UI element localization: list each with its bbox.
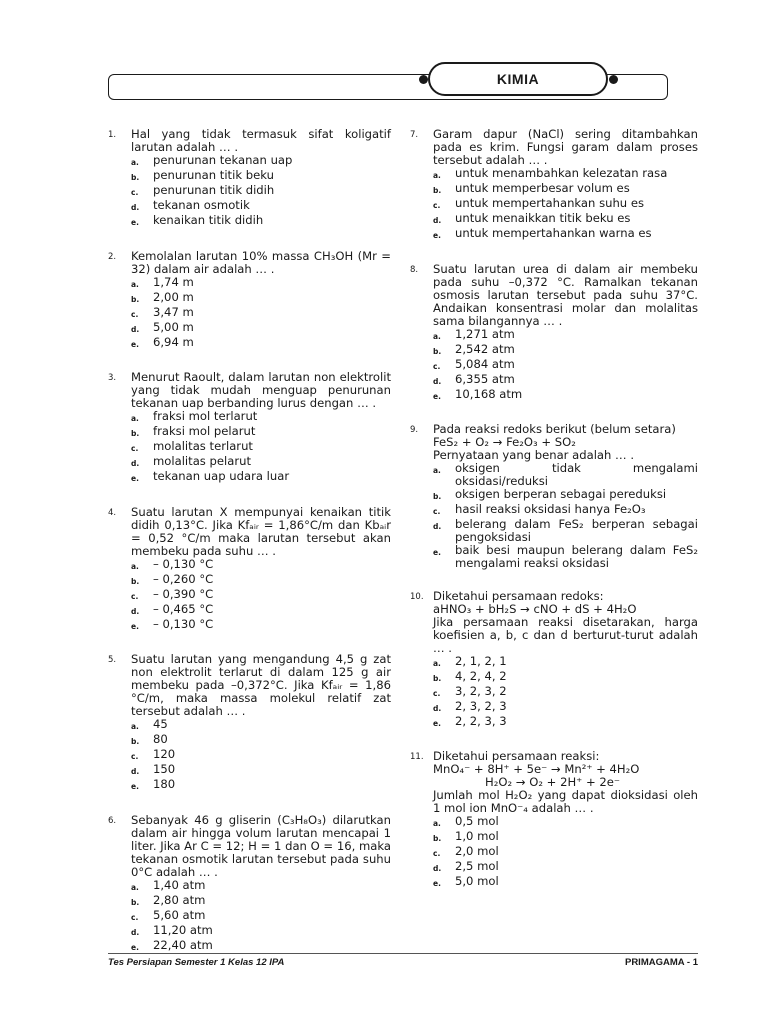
question-stem: Pernyataan yang benar adalah … . [433, 448, 635, 462]
option-text: 1,271 atm [455, 327, 515, 341]
answer-option [131, 924, 391, 939]
option-letter: c. [433, 689, 441, 698]
option-letter: b. [433, 834, 442, 843]
option-letter: e. [131, 340, 139, 349]
answer-option [433, 503, 698, 518]
question-body [433, 423, 698, 570]
option-text: 1,74 m [153, 275, 194, 289]
option-text: 80 [153, 732, 168, 746]
question-4 [108, 506, 391, 633]
option-text: – 0,130 °C [153, 617, 214, 631]
subject-title: KIMIA [428, 62, 608, 96]
answer-option [433, 518, 698, 544]
option-text: 10,168 atm [455, 387, 523, 401]
answer-option [131, 321, 391, 336]
answer-option [433, 544, 698, 570]
option-text: hasil reaksi oksidasi hanya Fe₂O₃ [455, 502, 646, 516]
option-text: – 0,390 °C [153, 587, 214, 601]
option-list [433, 815, 698, 890]
option-text: 2, 3, 2, 3 [455, 699, 507, 713]
question-body [433, 590, 698, 730]
option-letter: c. [433, 201, 441, 210]
option-text: untuk menambahkan kelezatan rasa [455, 166, 668, 180]
answer-option [433, 655, 698, 670]
option-list [131, 718, 391, 793]
option-letter: d. [131, 325, 140, 334]
option-letter: e. [131, 943, 139, 952]
option-text: 5,60 atm [153, 908, 206, 922]
option-letter: e. [433, 719, 441, 728]
option-letter: a. [131, 414, 139, 423]
answer-option [433, 715, 698, 730]
answer-option [433, 875, 698, 890]
option-letter: a. [131, 562, 139, 571]
option-text: 1,0 mol [455, 829, 499, 843]
option-list [131, 154, 391, 229]
question-stem: MnO₄⁻ + 8H⁺ + 5e⁻ → Mn²⁺ + 4H₂O [433, 762, 640, 776]
option-letter: a. [433, 171, 441, 180]
question-body [433, 263, 698, 403]
question-stem: Diketahui persamaan redoks: [433, 589, 604, 603]
option-letter: a. [433, 659, 441, 668]
option-letter: b. [433, 186, 442, 195]
option-list [131, 558, 391, 633]
question-7 [410, 128, 698, 242]
answer-option [131, 558, 391, 573]
left-column [108, 128, 391, 954]
answer-option [131, 733, 391, 748]
answer-option [433, 328, 698, 343]
question-stem: FeS₂ + O₂ → Fe₂O₃ + SO₂ [433, 435, 576, 449]
option-text: molalitas terlarut [153, 439, 253, 453]
option-list [131, 276, 391, 351]
option-text: kenaikan titik didih [153, 213, 264, 227]
option-text: 3, 2, 3, 2 [455, 684, 507, 698]
option-list [433, 167, 698, 242]
answer-option [433, 197, 698, 212]
option-letter: d. [131, 459, 140, 468]
answer-option [131, 425, 391, 440]
answer-option [131, 184, 391, 199]
option-letter: e. [433, 879, 441, 888]
option-text: penurunan titik beku [153, 168, 274, 182]
option-letter: e. [131, 474, 139, 483]
question-body [131, 653, 391, 793]
question-number: 2. [108, 252, 117, 262]
option-letter: b. [131, 898, 140, 907]
option-text: tekanan osmotik [153, 198, 250, 212]
option-letter: c. [131, 913, 139, 922]
question-stem: Suatu larutan X mempunyai kenaikan titik didih 0,13°C. Jika Kfₐᵢᵣ = 1,86°C/m dan Kbₐᵢr = 0,52 °C/m maka larutan tersebut akan membeku pada suhu … . [131, 505, 391, 558]
question-number: 6. [108, 816, 117, 826]
question-8 [410, 263, 698, 403]
option-text: oksigen berperan sebagai pereduksi [455, 487, 667, 501]
option-letter: e. [433, 548, 441, 557]
option-text: untuk menaikkan titik beku es [455, 211, 631, 225]
footer-divider [108, 953, 698, 954]
question-number: 4. [108, 508, 117, 518]
question-number: 10. [410, 592, 424, 602]
option-letter: c. [131, 592, 139, 601]
right-column [410, 128, 698, 890]
option-list [131, 879, 391, 954]
question-stem: Menurut Raoult, dalam larutan non elektrolit yang tidak mudah menguap penurunan tekanan uap berbanding lurus dengan … . [131, 370, 391, 410]
option-text: untuk mempertahankan warna es [455, 226, 652, 240]
answer-option [131, 199, 391, 214]
option-text: 0,5 mol [455, 814, 499, 828]
question-stem: Pada reaksi redoks berikut (belum setara) [433, 422, 676, 436]
question-10 [410, 590, 698, 730]
answer-option [131, 455, 391, 470]
answer-option [131, 154, 391, 169]
option-letter: d. [433, 216, 442, 225]
option-text: 45 [153, 717, 168, 731]
option-letter: c. [131, 444, 139, 453]
answer-option [131, 470, 391, 485]
option-letter: a. [131, 883, 139, 892]
answer-option [131, 291, 391, 306]
question-body [433, 128, 698, 242]
option-letter: a. [131, 722, 139, 731]
page-header [108, 62, 668, 106]
option-letter: c. [433, 507, 441, 516]
option-letter: a. [433, 466, 441, 475]
question-stem: Kemolalan larutan 10% massa CH₃OH (Mr = 32) dalam air adalah … . [131, 249, 391, 276]
option-letter: c. [131, 752, 139, 761]
option-letter: b. [433, 347, 442, 356]
answer-option [433, 845, 698, 860]
question-number: 3. [108, 373, 117, 383]
answer-option [131, 336, 391, 351]
option-text: 3,47 m [153, 305, 194, 319]
answer-option [433, 670, 698, 685]
answer-option [131, 909, 391, 924]
option-list [131, 410, 391, 485]
answer-option [131, 214, 391, 229]
question-stem: Diketahui persamaan reaksi: [433, 749, 600, 763]
answer-option [131, 603, 391, 618]
answer-option [433, 373, 698, 388]
option-text: 6,355 atm [455, 372, 515, 386]
option-text: 22,40 atm [153, 938, 213, 952]
question-number: 5. [108, 655, 117, 665]
option-text: oksigen tidak mengalami oksidasi/reduksi [455, 461, 698, 488]
question-stem: Suatu larutan urea di dalam air membeku pada suhu –0,372 °C. Ramalkan tekanan osmosis larutan tersebut pada suhu 37°C. Andaikan konsentrasi molar dan molalitas sama bilangannya … . [433, 262, 698, 328]
question-body [131, 250, 391, 351]
option-letter: b. [131, 737, 140, 746]
option-letter: c. [131, 310, 139, 319]
answer-option [131, 718, 391, 733]
option-text: 120 [153, 747, 176, 761]
question-stem: Jika persamaan reaksi disetarakan, harga koefisien a, b, c dan d berturut-turut adalah … . [433, 615, 698, 655]
question-number: 8. [410, 265, 419, 275]
answer-option [433, 212, 698, 227]
option-text: tekanan uap udara luar [153, 469, 290, 483]
answer-option [433, 182, 698, 197]
answer-option [433, 700, 698, 715]
answer-option [131, 588, 391, 603]
question-stem: Garam dapur (NaCl) sering ditambahkan pada es krim. Fungsi garam dalam proses tersebut adalah … . [433, 127, 698, 167]
option-text: 4, 2, 4, 2 [455, 669, 507, 683]
option-letter: d. [433, 377, 442, 386]
answer-option [433, 462, 698, 488]
question-3 [108, 371, 391, 485]
question-stem: Sebanyak 46 g gliserin (C₃H₈O₃) dilarutkan dalam air hingga volum larutan mencapai 1 liter. Jika Ar C = 12; H = 1 dan O = 16, maka tekanan osmotik larutan tersebut pada suhu 0°C adalah … . [131, 813, 391, 879]
option-list [433, 655, 698, 730]
option-letter: b. [131, 295, 140, 304]
option-text: 2,80 atm [153, 893, 206, 907]
question-body [131, 814, 391, 954]
answer-option [131, 573, 391, 588]
question-stem: Hal yang tidak termasuk sifat koligatif larutan adalah … . [131, 127, 391, 154]
question-stem: aHNO₃ + bH₂S → cNO + dS + 4H₂O [433, 602, 637, 616]
answer-option [433, 830, 698, 845]
answer-option [131, 748, 391, 763]
question-stem: H₂O₂ → O₂ + 2H⁺ + 2e⁻ [485, 775, 621, 789]
header-dot-right [609, 75, 618, 84]
option-letter: a. [131, 158, 139, 167]
header-dot-left [419, 75, 428, 84]
question-1 [108, 128, 391, 229]
option-letter: e. [131, 218, 139, 227]
answer-option [433, 227, 698, 242]
option-letter: b. [433, 674, 442, 683]
footer-left: Tes Persiapan Semester 1 Kelas 12 IPA [108, 957, 285, 968]
option-text: 5,0 mol [455, 874, 499, 888]
option-text: 2,00 m [153, 290, 194, 304]
option-text: fraksi mol terlarut [153, 409, 258, 423]
question-6 [108, 814, 391, 954]
option-list [433, 328, 698, 403]
option-text: penurunan titik didih [153, 183, 275, 197]
option-letter: a. [433, 819, 441, 828]
option-letter: b. [131, 173, 140, 182]
option-letter: c. [131, 188, 139, 197]
answer-option [433, 815, 698, 830]
question-9 [410, 423, 698, 570]
question-number: 7. [410, 130, 419, 140]
answer-option [131, 894, 391, 909]
answer-option [131, 618, 391, 633]
option-text: fraksi mol pelarut [153, 424, 256, 438]
question-number: 11. [410, 752, 424, 762]
option-text: 180 [153, 777, 176, 791]
answer-option [131, 939, 391, 954]
question-stem: Suatu larutan yang mengandung 4,5 g zat non elektrolit terlarut di dalam 125 g air membeku pada –0,372°C. Jika Kfₐᵢᵣ = 1,86 °C/m, maka massa molekul relatif zat tersebut adalah … . [131, 652, 391, 718]
question-body [433, 750, 698, 890]
option-text: 2,5 mol [455, 859, 499, 873]
question-11 [410, 750, 698, 890]
answer-option [433, 685, 698, 700]
option-text: 150 [153, 762, 176, 776]
question-5 [108, 653, 391, 793]
answer-option [131, 169, 391, 184]
option-text: 2,0 mol [455, 844, 499, 858]
option-text: – 0,130 °C [153, 557, 214, 571]
option-text: molalitas pelarut [153, 454, 252, 468]
answer-option [433, 167, 698, 182]
option-letter: d. [433, 522, 442, 531]
answer-option [131, 879, 391, 894]
answer-option [131, 778, 391, 793]
option-letter: d. [433, 864, 442, 873]
option-text: 1,40 atm [153, 878, 206, 892]
option-text: 5,084 atm [455, 357, 515, 371]
option-text: untuk memperbesar volum es [455, 181, 630, 195]
option-text: 5,00 m [153, 320, 194, 334]
question-number: 9. [410, 425, 419, 435]
option-letter: e. [433, 231, 441, 240]
question-number: 1. [108, 130, 117, 140]
question-body [131, 371, 391, 485]
option-text: 6,94 m [153, 335, 194, 349]
option-text: baik besi maupun belerang dalam FeS₂ mengalami reaksi oksidasi [455, 543, 698, 570]
option-letter: e. [433, 392, 441, 401]
option-text: 11,20 atm [153, 923, 213, 937]
answer-option [131, 410, 391, 425]
question-body [131, 506, 391, 633]
option-letter: e. [131, 622, 139, 631]
option-letter: d. [433, 704, 442, 713]
answer-option [433, 488, 698, 503]
option-letter: d. [131, 767, 140, 776]
option-letter: a. [131, 280, 139, 289]
option-text: 2,542 atm [455, 342, 515, 356]
option-letter: d. [131, 203, 140, 212]
option-text: untuk mempertahankan suhu es [455, 196, 645, 210]
option-letter: c. [433, 362, 441, 371]
option-letter: b. [131, 577, 140, 586]
answer-option [433, 388, 698, 403]
answer-option [131, 306, 391, 321]
option-letter: e. [131, 782, 139, 791]
option-list [433, 462, 698, 570]
answer-option [131, 276, 391, 291]
option-text: 2, 2, 3, 3 [455, 714, 507, 728]
answer-option [131, 440, 391, 455]
footer-right: PRIMAGAMA - 1 [624, 957, 698, 968]
answer-option [433, 860, 698, 875]
option-text: belerang dalam FeS₂ berperan sebagai pengoksidasi [455, 517, 698, 544]
answer-option [131, 763, 391, 778]
question-2 [108, 250, 391, 351]
option-letter: d. [131, 928, 140, 937]
answer-option [433, 343, 698, 358]
question-stem: Jumlah mol H₂O₂ yang dapat dioksidasi oleh 1 mol ion MnO⁻₄ adalah … . [433, 788, 698, 815]
option-text: – 0,260 °C [153, 572, 214, 586]
option-text: penurunan tekanan uap [153, 153, 293, 167]
option-letter: b. [131, 429, 140, 438]
option-letter: d. [131, 607, 140, 616]
option-text: – 0,465 °C [153, 602, 214, 616]
option-letter: c. [433, 849, 441, 858]
question-body [131, 128, 391, 229]
option-letter: b. [433, 492, 442, 501]
answer-option [433, 358, 698, 373]
option-text: 2, 1, 2, 1 [455, 654, 507, 668]
option-letter: a. [433, 332, 441, 341]
